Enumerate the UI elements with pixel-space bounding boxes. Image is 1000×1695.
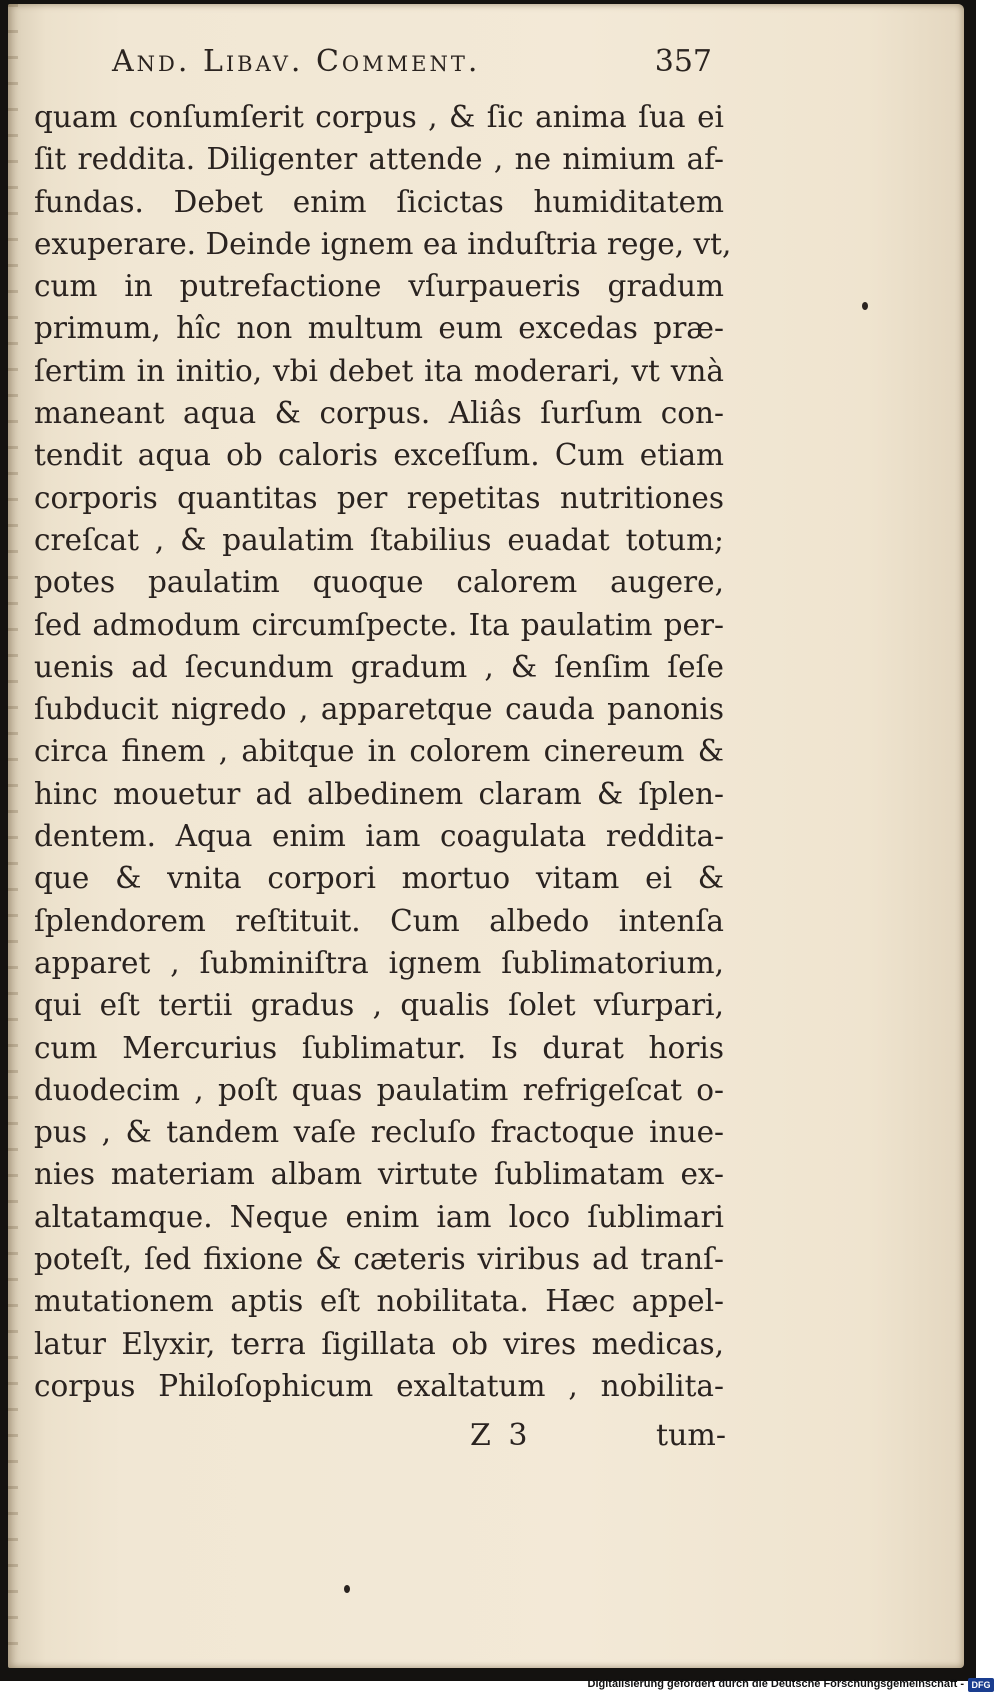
text-line: mutationem aptis eſt nobilitata. Hæc appel- — [34, 1284, 724, 1319]
text-line: quam conſumſerit corpus , & ſic anima ſua ei — [34, 100, 724, 134]
text-line: ſit reddita. Diligenter attende , ne nimium af- — [34, 142, 724, 177]
page-gutter — [8, 4, 18, 1668]
text-line: qui eſt tertii gradus , qualis ſolet vſurpari, — [34, 988, 724, 1023]
dfg-logo: DFG — [968, 1678, 994, 1692]
text-line: exuperare. Deinde ignem ea induſtria rege, vt, — [34, 226, 732, 261]
text-line: ſed admodum circumſpecte. Ita paulatim per- — [34, 607, 724, 642]
page-number: 357 — [654, 44, 712, 79]
text-line: potes paulatim quoque calorem augere, — [34, 565, 724, 600]
text-line: cum in putrefactione vſurpaueris gradum — [34, 269, 724, 304]
text-line: ſubducit nigredo , apparetque cauda panonis — [34, 692, 724, 727]
text-line: poteſt, ſed fixione & cæteris viribus ad tranſ- — [34, 1242, 724, 1277]
catchword: tum- — [656, 1418, 726, 1453]
text-line: circa finem , abitque in colorem cinereum & — [34, 734, 724, 769]
text-line: uenis ad ſecundum gradum , & ſenſim ſeſe — [34, 649, 724, 684]
text-line: creſcat , & paulatim ſtabilius euadat totum; — [34, 522, 724, 557]
text-line: pus , & tandem vaſe recluſo fractoque inue- — [34, 1115, 724, 1150]
text-line: que & vnita corpori mortuo vitam ei & — [34, 861, 724, 896]
page-header — [112, 44, 712, 90]
text-line: dentem. Aqua enim iam coagulata reddita- — [34, 819, 724, 854]
text-line: hinc mouetur ad albedinem claram & ſplen- — [34, 776, 724, 811]
text-line: latur Elyxir, terra ſigillata ob vires medicas, — [34, 1326, 724, 1361]
text-line: ſplendorem reſtituit. Cum albedo intenſa — [34, 903, 724, 938]
text-line: ſertim in initio, vbi debet ita moderari, vt vnà — [34, 353, 724, 388]
digitization-credit — [588, 1675, 964, 1693]
credit-text: Digitalisierung gefördert durch die Deutsche Forschungsgemeinschaft — [587, 1678, 958, 1690]
body-text — [34, 96, 732, 1407]
ink-speck — [344, 1585, 350, 1593]
text-line: fundas. Debet enim ſicictas humiditatem — [34, 184, 724, 219]
text-line: nies materiam albam virtute ſublimatam ex- — [34, 1157, 724, 1192]
text-line: primum, hîc non multum eum excedas præ- — [34, 311, 724, 346]
text-line: altatamque. Neque enim iam loco ſublimari — [34, 1199, 724, 1234]
ink-speck — [862, 302, 868, 310]
text-line: tendit aqua ob caloris exceſſum. Cum etiam — [34, 438, 724, 473]
signature-mark: Z 3 — [470, 1418, 532, 1453]
credit-separator: - — [960, 1678, 964, 1690]
page-footer — [470, 1418, 726, 1460]
text-line: apparet , ſubminiſtra ignem ſublimatorium, — [34, 945, 724, 980]
text-line: duodecim , poſt quas paulatim refrigeſcat o- — [34, 1072, 724, 1107]
text-line: corpus Philoſophicum exaltatum , nobilita- — [34, 1368, 724, 1403]
text-line: corporis quantitas per repetitas nutritiones — [34, 480, 724, 515]
text-line: cum Mercurius ſublimatur. Is durat horis — [34, 1030, 724, 1065]
running-title: And. Libav. Comment. — [112, 44, 481, 79]
text-line: maneant aqua & corpus. Aliâs ſurſum con- — [34, 396, 724, 431]
